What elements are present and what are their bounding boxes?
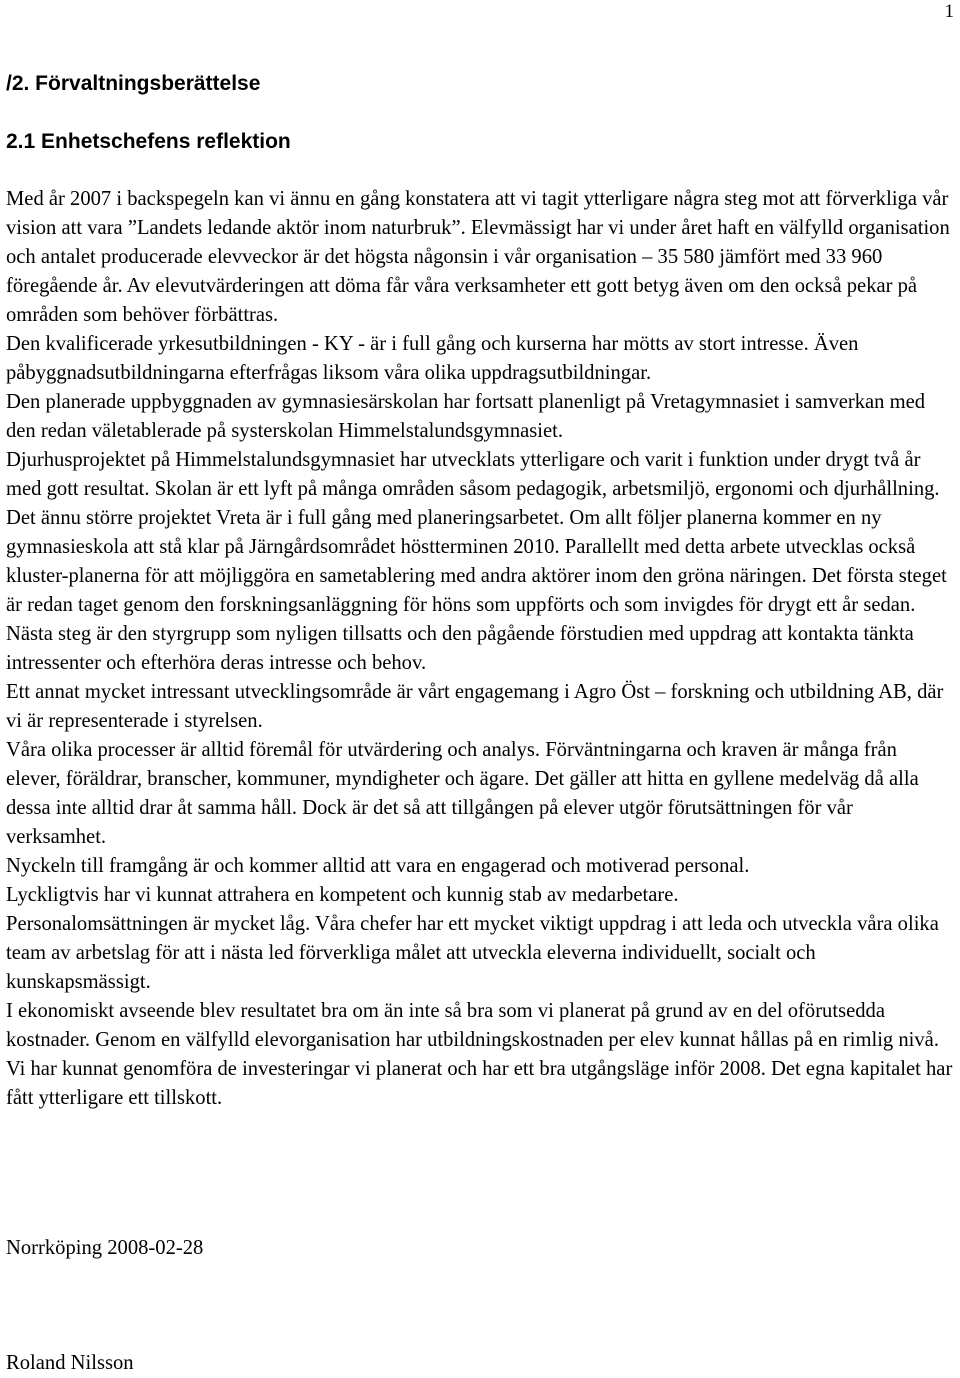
paragraph: Djurhusprojektet på Himmelstalundsgymnasiet har utvecklats ytterligare och varit i funktion under drygt två år med gott resultat. Skolan är ett lyft på många områden såsom pedagogik, arbetsmiljö, ergonomi och djurhållning. Det ännu större projektet Vreta är i full gång med planeringsarbetet. Om allt följer planerna kommer en ny gymnasieskola att stå klar på Järngårdsområdet höstterminen 2010. Parallellt med detta arbete utvecklas också kluster-planerna för att möjliggöra en sametablering med andra aktörer inom den gröna näringen. Det första steget är redan taget genom den forskningsanläggning för höns som uppförts och som invigdes för drygt ett år sedan. Nästa steg är den styrgrupp som nyligen tillsatts och den pågående förstudien med uppdrag att kontakta tänkta intressenter och efterhöra deras intresse och behov. bbox=[6, 449, 947, 674]
paragraph: Ett annat mycket intressant utvecklingsområde är vårt engagemang i Agro Öst – forskning och utbildning AB, där vi är representerade i styrelsen. bbox=[6, 681, 944, 732]
place-date: Norrköping 2008-02-28 bbox=[6, 1237, 204, 1259]
paragraph: Nyckeln till framgång är och kommer alltid att vara en engagerad och motiverad personal. bbox=[6, 855, 750, 877]
signature-name: Roland Nilsson bbox=[6, 1352, 134, 1374]
paragraph: I ekonomiskt avseende blev resultatet bra om än inte så bra som vi planerat på grund av en del oförutsedda kostnader. Genom en välfylld elevorganisation har utbildningskostnaden per elev kunnat hållas på en rimlig nivå. Vi har kunnat genomföra de investeringar vi planerat och har ett bra utgångsläge inför 2008. Det egna kapitalet har fått ytterligare ett tillskott. bbox=[6, 1000, 953, 1109]
subsection-heading: 2.1 Enhetschefens reflektion bbox=[6, 130, 291, 153]
paragraph: Personalomsättningen är mycket låg. Våra chefer har ett mycket viktigt uppdrag i att leda och utveckla våra olika team av arbetslag för att i nästa led förverkliga målet att utveckla eleverna individuellt, socialt och kunskapsmässigt. bbox=[6, 913, 939, 993]
paragraph: Med år 2007 i backspegeln kan vi ännu en gång konstatera att vi tagit ytterligare några steg mot att förverkliga vår vision att vara ”Landets ledande aktör inom naturbruk”. Elevmässigt har vi under året haft en välfylld organisation och antalet producerade elevveckor är det högsta någonsin i vår organisation – 35 580 jämfört med 33 960 föregående år. Av elevutvärderingen att döma får våra verksamheter ett gott betyg även om den också pekar på områden som behöver förbättras. bbox=[6, 188, 950, 326]
page-number: 1 bbox=[944, 1, 954, 22]
body-text bbox=[6, 185, 954, 1113]
paragraph: Lyckligtvis har vi kunnat attrahera en kompetent och kunnig stab av medarbetare. bbox=[6, 884, 679, 906]
paragraph: Den planerade uppbyggnaden av gymnasiesärskolan har fortsatt planenligt på Vretagymnasiet i samverkan med den redan väletablerade på systerskolan Himmelstalundsgymnasiet. bbox=[6, 391, 926, 442]
paragraph: Den kvalificerade yrkesutbildningen - KY - är i full gång och kurserna har mötts av stort intresse. Även påbyggnadsutbildningarna efterfrågas liksom våra olika uppdragsutbildningar. bbox=[6, 333, 859, 384]
paragraph: Våra olika processer är alltid föremål för utvärdering och analys. Förväntningarna och kraven är många från elever, föräldrar, branscher, kommuner, myndigheter och ägare. Det gäller att hitta en gyllene medelväg då alla dessa inte alltid drar åt samma håll. Dock är det så att tillgången på elever utgör förutsättningen för vår verksamhet. bbox=[6, 739, 919, 848]
section-heading: /2. Förvaltningsberättelse bbox=[6, 72, 261, 95]
